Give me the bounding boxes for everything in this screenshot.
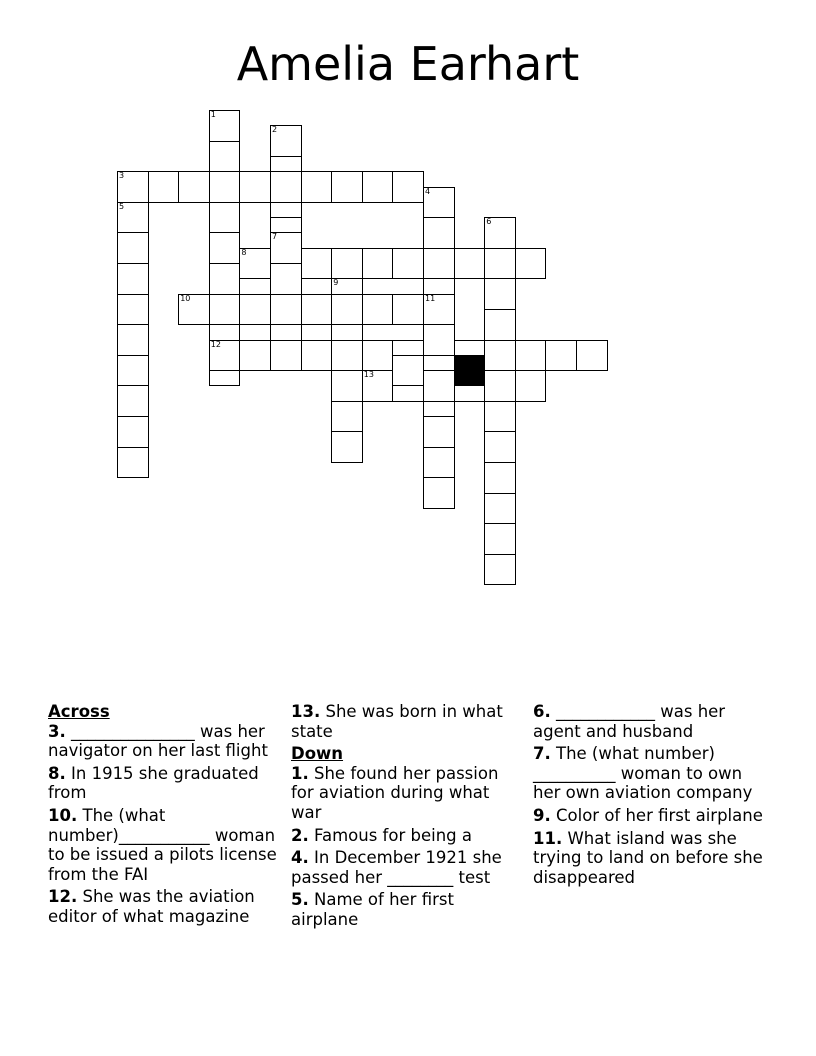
grid-cell[interactable] <box>117 202 149 234</box>
grid-cell[interactable] <box>209 340 241 372</box>
grid-cell[interactable] <box>209 263 241 295</box>
clue-across-8: 8. In 1915 she graduated from <box>48 763 259 803</box>
grid-cell[interactable] <box>392 294 424 326</box>
clue-number: 6 <box>486 217 492 227</box>
clues-column-1 <box>48 702 280 930</box>
grid-cell[interactable] <box>484 340 516 372</box>
grid-cell[interactable] <box>209 232 241 264</box>
grid-cell[interactable] <box>270 125 302 157</box>
grid-cell[interactable] <box>117 171 149 203</box>
grid-cell[interactable] <box>209 141 241 173</box>
clue-number: 12 <box>210 339 221 349</box>
clue-across-13: 13. She was born in what state <box>291 702 503 741</box>
clue-number: 1 <box>210 110 216 119</box>
grid-cell[interactable] <box>148 171 180 203</box>
black-cell <box>454 355 486 387</box>
grid-cell[interactable] <box>484 554 516 586</box>
grid-cell[interactable] <box>301 340 333 372</box>
grid-cell[interactable] <box>545 340 577 372</box>
grid-cell[interactable] <box>423 447 455 479</box>
grid-cell[interactable] <box>392 171 424 203</box>
grid-cell[interactable] <box>484 462 516 494</box>
clues-column-2 <box>291 702 523 933</box>
grid-cell[interactable] <box>484 248 516 280</box>
clue-across-12: 12. She was the aviation editor of what magazine <box>48 887 255 926</box>
grid-cell[interactable] <box>423 416 455 448</box>
grid-cell[interactable] <box>117 385 149 417</box>
across-heading: Across <box>48 702 110 721</box>
grid-cell[interactable] <box>331 370 363 402</box>
clue-number: 8 <box>241 247 247 257</box>
clue-number: 11 <box>425 293 436 303</box>
grid-cell[interactable] <box>270 294 302 326</box>
grid-cell[interactable] <box>270 232 302 264</box>
clue-down-7: 7. The (what number) __________ woman to own her own aviation company <box>533 744 753 803</box>
grid-cell[interactable] <box>270 263 302 295</box>
grid-cell[interactable] <box>239 340 271 372</box>
clue-number: 2 <box>272 125 278 135</box>
grid-cell[interactable] <box>239 294 271 326</box>
grid-cell[interactable] <box>515 370 547 402</box>
clue-number: 4 <box>425 186 431 196</box>
grid-cell[interactable] <box>484 493 516 525</box>
grid-cell[interactable] <box>484 431 516 463</box>
grid-cell[interactable] <box>423 370 455 402</box>
grid-cell[interactable] <box>331 340 363 372</box>
grid-cell[interactable] <box>515 340 547 372</box>
grid-cell[interactable] <box>209 294 241 326</box>
grid-cell[interactable] <box>178 171 210 203</box>
grid-cell[interactable] <box>423 248 455 280</box>
grid-cell[interactable] <box>423 187 455 219</box>
grid-cell[interactable] <box>484 278 516 310</box>
clue-down-4: 4. In December 1921 she passed her ________ test <box>291 848 502 887</box>
grid-cell[interactable] <box>362 248 394 280</box>
clue-number: 3 <box>119 171 125 181</box>
grid-cell[interactable] <box>270 171 302 203</box>
grid-cell[interactable] <box>576 340 608 372</box>
grid-cell[interactable] <box>423 477 455 509</box>
grid-cell[interactable] <box>301 248 333 280</box>
grid-cell[interactable] <box>331 294 363 326</box>
grid-cell[interactable] <box>362 340 394 372</box>
clue-number: 10 <box>180 293 191 303</box>
grid-cell[interactable] <box>454 248 486 280</box>
clue-number: 5 <box>119 201 125 211</box>
grid-cell[interactable] <box>209 110 241 142</box>
clue-across-3: 3. _______________ was her navigator on her last flight <box>48 721 268 761</box>
grid-cell[interactable] <box>331 431 363 463</box>
grid-cell[interactable] <box>331 171 363 203</box>
grid-cell[interactable] <box>484 309 516 341</box>
grid-cell[interactable] <box>484 523 516 555</box>
page-title: Amelia Earhart <box>236 37 580 91</box>
grid-cell[interactable] <box>392 355 424 387</box>
clue-number: 7 <box>272 232 278 242</box>
grid-cell[interactable] <box>423 217 455 249</box>
grid-cell[interactable] <box>484 217 516 249</box>
grid-cell[interactable] <box>515 248 547 280</box>
grid-cell[interactable] <box>362 370 394 402</box>
grid-cell[interactable] <box>301 171 333 203</box>
grid-cell[interactable] <box>117 416 149 448</box>
grid-cell[interactable] <box>117 447 149 479</box>
grid-cell[interactable] <box>331 248 363 280</box>
clue-across-10: 10. The (what number)___________ woman to be issued a pilots license from the FAI <box>48 805 277 884</box>
grid-cell[interactable] <box>423 324 455 356</box>
grid-cell[interactable] <box>362 171 394 203</box>
grid-cell[interactable] <box>362 294 394 326</box>
clue-down-6: 6. ____________ was her agent and husband <box>533 702 726 741</box>
grid-cell[interactable] <box>270 340 302 372</box>
grid-cell[interactable] <box>484 370 516 402</box>
down-heading: Down <box>291 744 344 764</box>
grid-cell[interactable] <box>117 355 149 387</box>
clue-down-9: 9. Color of her first airplane <box>533 805 763 825</box>
grid-cell[interactable] <box>239 171 271 203</box>
grid-cell[interactable] <box>117 263 149 295</box>
grid-cell[interactable] <box>331 401 363 433</box>
clue-down-5: 5. Name of her first airplane <box>291 890 454 929</box>
grid-cell[interactable] <box>117 294 149 326</box>
grid-cell[interactable] <box>209 171 241 203</box>
clue-down-11: 11. What island was she trying to land on before she disappeared <box>533 828 763 887</box>
clue-number: 9 <box>333 278 339 288</box>
grid-cell[interactable] <box>117 232 149 264</box>
clue-number: 13 <box>363 370 374 380</box>
grid-cell[interactable] <box>423 294 455 326</box>
grid-cell[interactable] <box>209 202 241 234</box>
grid-cell[interactable] <box>301 294 333 326</box>
grid-cell[interactable] <box>239 248 271 280</box>
grid-cell[interactable] <box>178 294 210 326</box>
grid-cell[interactable] <box>117 324 149 356</box>
grid-cell[interactable] <box>392 248 424 280</box>
clue-down-2: 2. Famous for being a <box>291 825 472 845</box>
grid-cell[interactable] <box>484 401 516 433</box>
clues-column-3 <box>533 702 765 890</box>
clue-down-1: 1. She found her passion for aviation during what war <box>291 763 499 822</box>
